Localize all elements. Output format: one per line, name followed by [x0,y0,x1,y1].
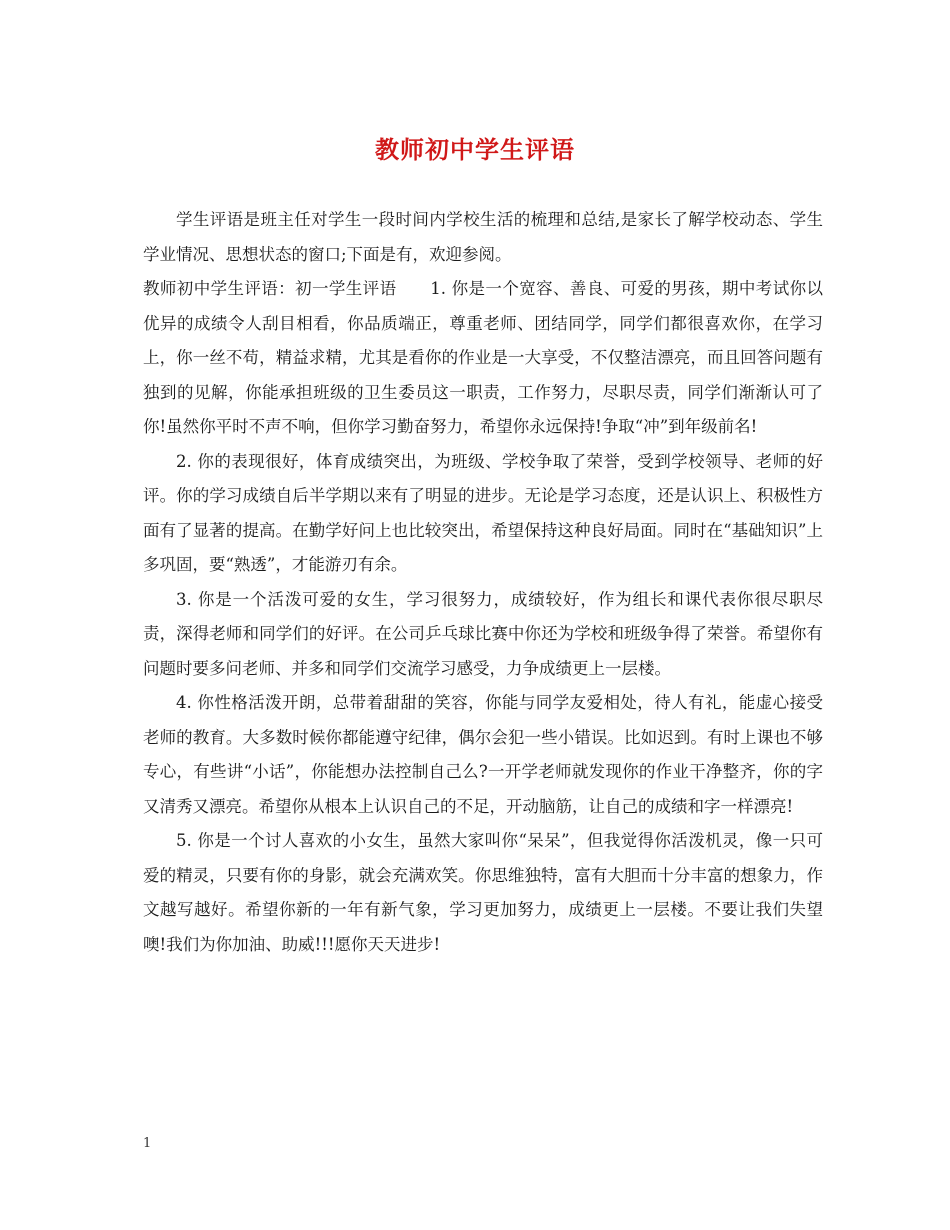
comment-paragraph-4: 4. 你性格活泼开朗，总带着甜甜的笑容，你能与同学友爱相处，待人有礼，能虚心接受老师的教育。大多数时候你都能遵守纪律，偶尔会犯一些小错误。比如迟到。有时上课也不够专心，有些讲“小话”，你能想办法控制自己么?一开学老师就发现你的作业干净整齐，你的字又清秀又漂亮。希望你从根本上认识自己的不足，开动脑筋，让自己的成绩和字一样漂亮! [143,693,823,816]
document-body [143,203,823,962]
document-title: 教师初中学生评语 [375,135,575,164]
section-heading-paragraph: 教师初中学生评语：初一学生评语 1. 你是一个宽容、善良、可爱的男孩，期中考试你以优异的成绩令人刮目相看，你品质端正，尊重老师、团结同学，同学们都很喜欢你，在学习上，你一丝不苟，精益求精，尤其是看你的作业是一大享受，不仅整洁漂亮，而且回答问题有独到的见解，你能承担班级的卫生委员这一职责，工作努力，尽职尽责，同学们渐渐认可了你!虽然你平时不声不响，但你学习勤奋努力，希望你永远保持!争取“冲”到年级前名! [143,279,823,436]
comment-paragraph-3: 3. 你是一个活泼可爱的女生，学习很努力，成绩较好，作为组长和课代表你很尽职尽责，深得老师和同学们的好评。在公司乒乓球比赛中你还为学校和班级争得了荣誉。希望你有问题时要多问老师、并多和同学们交流学习感受，力争成绩更上一层楼。 [143,589,823,678]
comment-paragraph-5: 5. 你是一个讨人喜欢的小女生，虽然大家叫你“呆呆”，但我觉得你活泼机灵，像一只可爱的精灵，只要有你的身影，就会充满欢笑。你思维独特，富有大胆而十分丰富的想象力，作文越写越好。希望你新的一年有新气象，学习更加努力，成绩更上一层楼。不要让我们失望噢!我们为你加油、助威!!!愿你天天进步! [143,831,823,954]
comment-paragraph-2: 2. 你的表现很好，体育成绩突出，为班级、学校争取了荣誉，受到学校领导、老师的好评。你的学习成绩自后半学期以来有了明显的进步。无论是学习态度，还是认识上、积极性方面有了显著的提高。在勤学好问上也比较突出，希望保持这种良好局面。同时在“基础知识”上多巩固，要“熟透”，才能游刃有余。 [143,451,823,574]
page-number: 1 [143,1136,152,1151]
intro-paragraph: 学生评语是班主任对学生一段时间内学校生活的梳理和总结,是家长了解学校动态、学生学业情况、思想状态的窗口;下面是有，欢迎参阅。 [143,210,823,264]
